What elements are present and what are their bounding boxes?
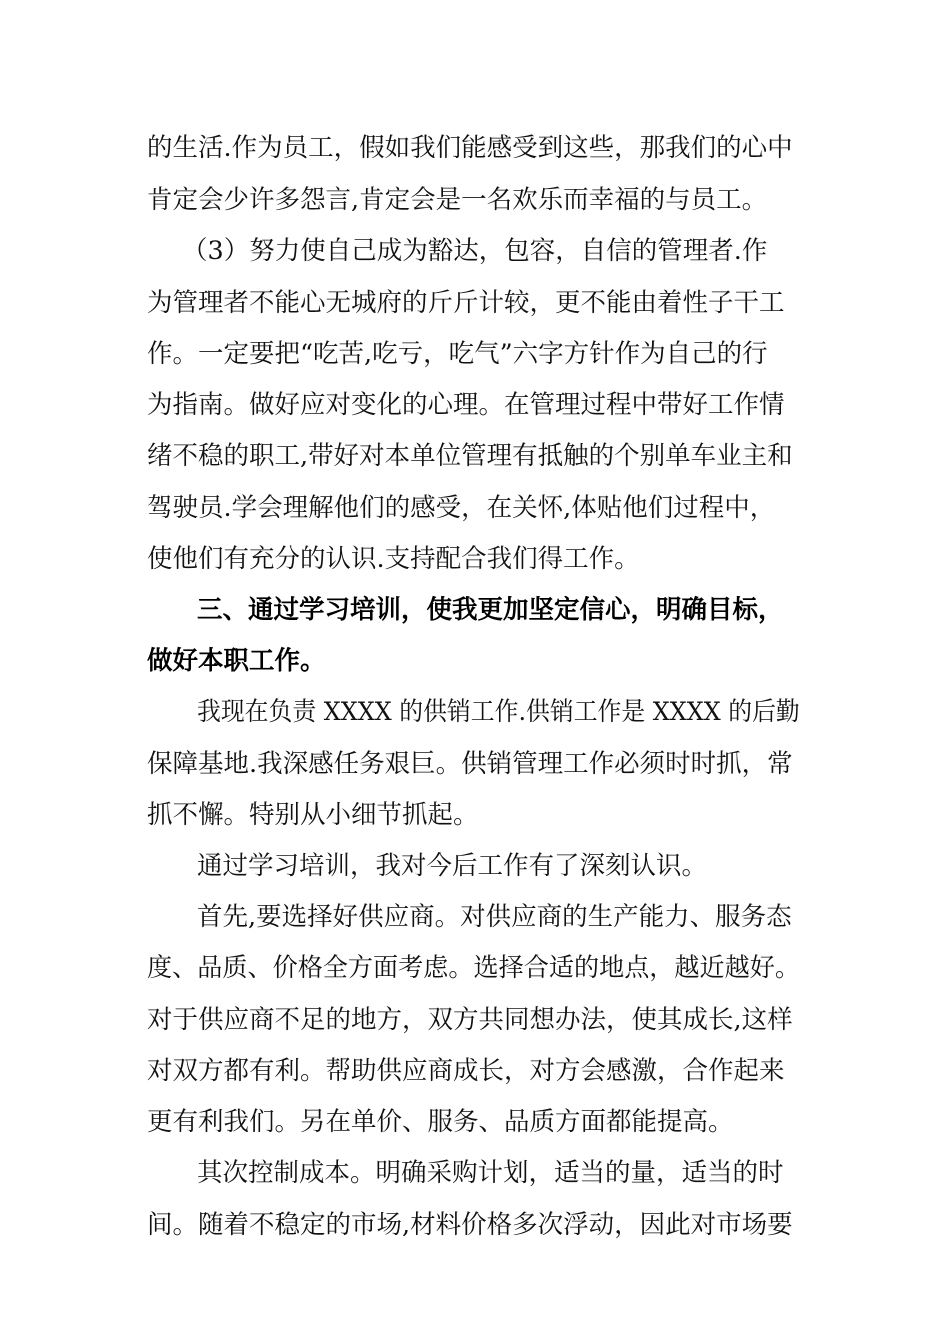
section-heading-line	[0, 643, 950, 679]
text-line	[0, 950, 950, 986]
text-line	[0, 438, 950, 474]
text-line	[0, 541, 950, 577]
text-line	[0, 746, 950, 782]
line-text: 肯定会少许多怨言,肯定会是一名欢乐而幸福的与员工。	[147, 185, 768, 215]
line-text: 对于供应商不足的地方，双方共同想办法，使其成长,这样	[147, 1005, 793, 1035]
text-line	[0, 336, 950, 372]
text-line	[0, 848, 950, 884]
section-heading-line	[0, 592, 950, 628]
text-line	[0, 797, 950, 833]
line-text: （3）努力使自己成为豁达，包容，自信的管理者.作	[182, 236, 768, 266]
line-text: 使他们有充分的认识.支持配合我们得工作。	[147, 544, 640, 574]
text-line	[0, 182, 950, 218]
section-heading: 三、通过学习培训，使我更加坚定信心，明确目标，	[197, 595, 784, 625]
text-line	[0, 1104, 950, 1140]
line-text: 我现在负责 XXXX 的供销工作.供销工作是 XXXX 的后勤	[197, 697, 800, 727]
line-text: 间。随着不稳定的市场,材料价格多次浮动，因此对市场要	[147, 1210, 793, 1240]
text-line	[0, 130, 950, 166]
line-text: 对双方都有利。帮助供应商成长，对方会感激，合作起来	[147, 1056, 785, 1086]
line-text: 驾驶员.学会理解他们的感受，在关怀,体贴他们过程中，	[147, 493, 776, 523]
text-line	[0, 233, 950, 269]
line-text: 绪不稳的职工,带好对本单位管理有抵触的个别单车业主和	[147, 441, 793, 471]
line-text: 为指南。做好应对变化的心理。在管理过程中带好工作情	[147, 390, 785, 420]
text-line	[0, 899, 950, 935]
line-text: 为管理者不能心无城府的斤斤计较，更不能由着性子干工	[147, 288, 785, 318]
line-text: 作。一定要把“吃苦,吃亏，吃气”六字方针作为自己的行	[147, 339, 768, 369]
line-text: 保障基地.我深感任务艰巨。供销管理工作必须时时抓，常	[147, 749, 793, 779]
line-text: 首先,要选择好供应商。对供应商的生产能力、服务态	[197, 902, 792, 932]
section-heading: 做好本职工作。	[147, 646, 326, 676]
text-line	[0, 490, 950, 526]
text-line	[0, 1002, 950, 1038]
line-text: 其次控制成本。明确采购计划，适当的量，适当的时	[197, 1158, 784, 1188]
text-line	[0, 285, 950, 321]
line-text: 通过学习培训，我对今后工作有了深刻认识。	[197, 851, 708, 881]
text-line	[0, 1207, 950, 1243]
text-line	[0, 1053, 950, 1089]
line-text: 的生活.作为员工，假如我们能感受到这些，那我们的心中	[147, 133, 793, 163]
text-line	[0, 387, 950, 423]
line-text: 更有利我们。另在单价、服务、品质方面都能提高。	[147, 1107, 734, 1137]
text-line	[0, 694, 950, 730]
text-line	[0, 1155, 950, 1191]
line-text: 度、品质、价格全方面考虑。选择合适的地点，越近越好。	[147, 953, 801, 983]
line-text: 抓不懈。特别从小细节抓起。	[147, 800, 479, 830]
